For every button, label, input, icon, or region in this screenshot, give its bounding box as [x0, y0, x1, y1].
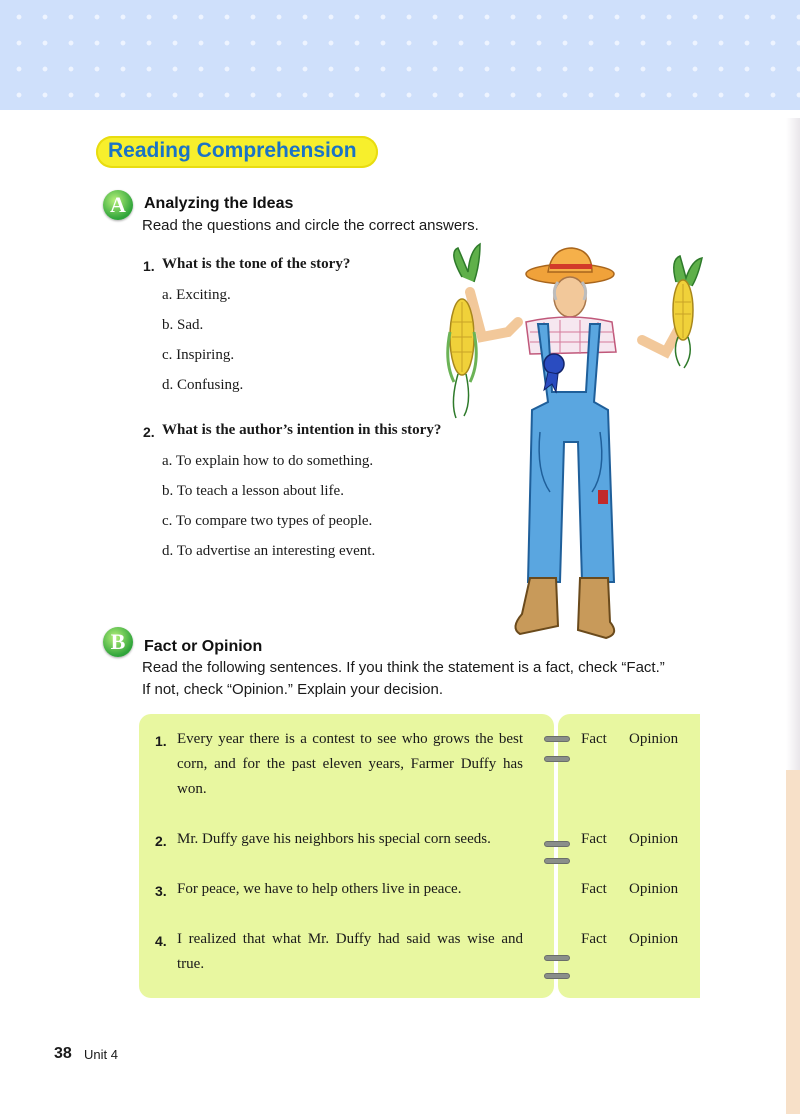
answer-option[interactable]: c. To compare two types of people. — [162, 513, 373, 529]
part-a-instruction: Read the questions and circle the correct answers. — [142, 217, 479, 234]
binder-ring-icon — [544, 736, 570, 742]
statement-number: 4. — [155, 933, 167, 949]
fact-option[interactable]: Fact — [581, 731, 607, 747]
corn-left-icon — [448, 244, 480, 418]
header-decorative-band — [0, 0, 800, 110]
page-edge-tab — [786, 118, 800, 770]
question-number: 1. — [143, 258, 155, 274]
part-b-instruction-line2: If not, check “Opinion.” Explain your decision. — [142, 681, 443, 698]
farmer-illustration — [440, 242, 720, 648]
part-b-badge: B — [103, 627, 133, 657]
red-rag — [598, 490, 608, 504]
part-b-instruction-line1: Read the following sentences. If you think the statement is a fact, check “Fact.” — [142, 659, 665, 676]
question-number: 2. — [143, 424, 155, 440]
answer-option[interactable]: d. Confusing. — [162, 377, 244, 393]
binder-ring-icon — [544, 841, 570, 847]
statement-text: For peace, we have to help others live in peace. — [177, 881, 462, 897]
binder-ring-icon — [544, 858, 570, 864]
answer-option[interactable]: c. Inspiring. — [162, 347, 235, 363]
question-text: What is the author’s intention in this story? — [162, 422, 442, 438]
binder-ring-icon — [544, 756, 570, 762]
fact-option[interactable]: Fact — [581, 881, 607, 897]
answer-option[interactable]: b. To teach a lesson about life. — [162, 483, 344, 499]
part-a-title: Analyzing the Ideas — [144, 195, 294, 212]
part-a-badge: A — [103, 190, 133, 220]
opinion-option[interactable]: Opinion — [629, 731, 679, 747]
question-text: What is the tone of the story? — [162, 256, 351, 272]
corn-right-icon — [673, 256, 702, 368]
answer-option[interactable]: d. To advertise an interesting event. — [162, 543, 376, 559]
part-b-title: Fact or Opinion — [144, 638, 263, 655]
answer-option[interactable]: b. Sad. — [162, 317, 204, 333]
statement-number: 1. — [155, 733, 167, 749]
statement-text: Mr. Duffy gave his neighbors his special corn seeds. — [177, 831, 491, 847]
fact-option[interactable]: Fact — [581, 931, 607, 947]
answer-option[interactable]: a. To explain how to do something. — [162, 453, 374, 469]
binder-ring-icon — [544, 973, 570, 979]
opinion-option[interactable]: Opinion — [629, 931, 679, 947]
left-boot — [515, 578, 558, 634]
statement-text: Every year there is a contest to see who grows the best corn, and for the past eleven years, Farmer Duffy has won. — [177, 731, 523, 797]
fact-option[interactable]: Fact — [581, 831, 607, 847]
page-number: 38 — [54, 1045, 72, 1062]
opinion-option[interactable]: Opinion — [629, 881, 679, 897]
section-title: Reading Comprehension — [108, 139, 357, 162]
answer-option[interactable]: a. Exciting. — [162, 287, 231, 303]
answers-card — [558, 714, 700, 998]
statement-number: 3. — [155, 883, 167, 899]
statement-text: I realized that what Mr. Duffy had said was wise and true. — [177, 931, 523, 972]
binder-ring-icon — [544, 955, 570, 961]
farmer-left-arm — [470, 292, 518, 337]
opinion-option[interactable]: Opinion — [629, 831, 679, 847]
unit-label: Unit 4 — [84, 1047, 118, 1062]
page-edge-tab-lower — [786, 770, 800, 1114]
right-boot — [578, 578, 614, 638]
statement-number: 2. — [155, 833, 167, 849]
